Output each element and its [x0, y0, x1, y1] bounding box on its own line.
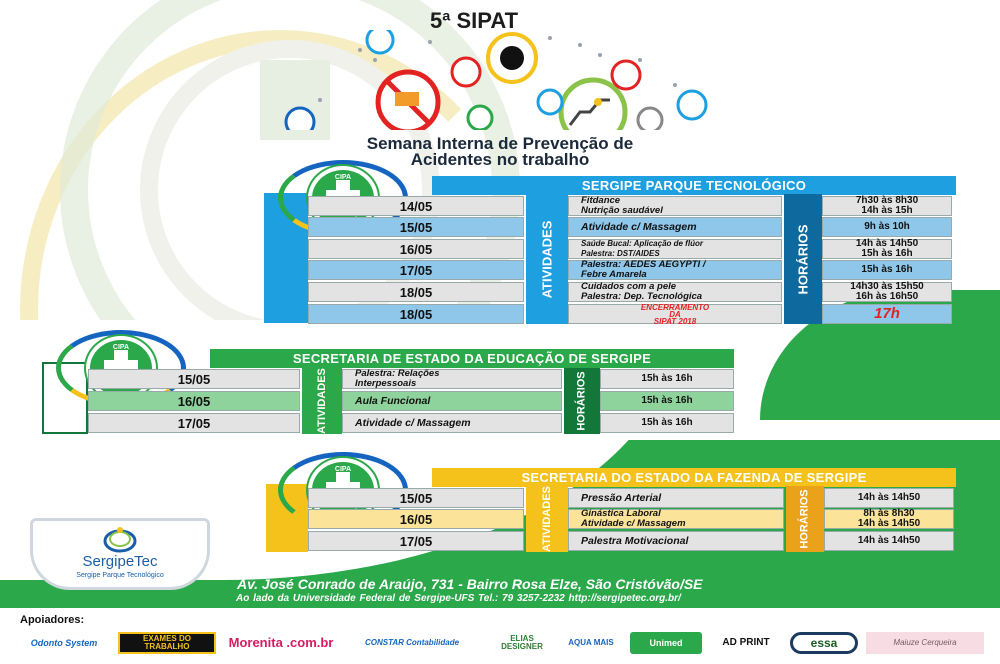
section1-row5-date: 18/05: [308, 282, 524, 302]
section1-row6-date: 18/05: [308, 304, 524, 324]
section2-row1-date: 15/05: [88, 369, 300, 389]
exit-sign-icon: [286, 108, 314, 130]
goggles-icon: [367, 30, 393, 53]
section3-activities-label: ATIVIDADES: [526, 486, 568, 552]
section2-row2-activity: Aula Funcional: [342, 391, 562, 411]
cipa-logo-top-text: CIPA: [334, 466, 352, 473]
section3-row2-date: 16/05: [308, 509, 524, 529]
section3-row3-activity: Palestra Motivacional: [568, 531, 784, 551]
section2-activities-label: ATIVIDADES: [302, 368, 342, 434]
section3-row1-hours: 14h às 14h50: [824, 488, 954, 508]
section3-row1-activity: Pressão Arterial: [568, 488, 784, 508]
section2-row2-hours: 15h às 16h: [600, 391, 734, 411]
section2-title: SECRETARIA DE ESTADO DA EDUCAÇÃO DE SERGIPE: [210, 349, 734, 368]
cipa-logo-top-text: CIPA: [334, 174, 352, 181]
sponsor-morenita-logo: Morenita .com.br: [228, 635, 334, 650]
sponsor-exames-trabalho-logo: EXAMES DO TRABALHO: [118, 632, 216, 654]
section3-hours-label: HORÁRIOS: [786, 486, 824, 552]
section1-row5-activity: Cuidados com a pele Palestra: Dep. Tecnológica: [568, 282, 782, 302]
section1-row3-activity: Saúde Bucal: Aplicação de flúor Palestra: DST/AIDES: [568, 239, 782, 259]
falling-person-icon: [561, 80, 625, 130]
section3-row1-date: 15/05: [308, 488, 524, 508]
sponsor-ad-print-logo: AD PRINT: [722, 637, 770, 648]
section1-row3-hours: 14h às 14h50 15h às 16h: [822, 239, 952, 259]
sponsor-odonto-system-logo: Odonto System: [30, 638, 98, 648]
sponsor-constar-logo: CONSTAR Contabilidade: [364, 638, 460, 647]
no-hands-icon: [378, 72, 438, 130]
sponsor-elias-designer-logo: ELIAS DESIGNER: [501, 634, 543, 651]
section2-row3-date: 17/05: [88, 413, 300, 433]
falling-object-icon: [638, 108, 662, 130]
section1-hours-label: HORÁRIOS: [784, 194, 822, 324]
section2-hours-label: HORÁRIOS: [564, 368, 600, 434]
sponsor-maiuze-cerqueira-logo: Maiuze Cerqueira: [866, 632, 984, 654]
section1-row1-activity: Fitdance Nutrição saudável: [568, 196, 782, 216]
sponsor-unimed-logo: Unimed: [630, 632, 702, 654]
wet-floor-icon: [678, 91, 706, 119]
organization-name: SergipeTec: [82, 553, 158, 570]
section1-row2-activity: Atividade c/ Massagem: [568, 217, 782, 237]
section2-row3-activity: Atividade c/ Massagem: [342, 413, 562, 433]
section3-row3-date: 17/05: [308, 531, 524, 551]
organization-tagline: Sergipe Parque Tecnológico: [76, 572, 164, 579]
section1-row4-hours: 15h às 16h: [822, 260, 952, 280]
section3-title: SECRETARIA DO ESTADO DA FAZENDA DE SERGIPE: [432, 468, 956, 487]
section2-row1-hours: 15h às 16h: [600, 369, 734, 389]
section2-row1-activity: Palestra: Relações Interpessoais: [342, 369, 562, 389]
sponsor-essa-logo: essa: [790, 632, 858, 654]
address-line-2: Ao lado da Universidade Federal de Sergipe-UFS Tel.: 79 3257-2232 http://sergipetec.org.br/: [236, 593, 681, 604]
sergipetec-logo-icon: [102, 525, 138, 553]
section1-title: SERGIPE PARQUE TECNOLÓGICO: [432, 176, 956, 195]
section1-row4-activity: Palestra: AEDES AEGYPTI / Febre Amarela: [568, 260, 782, 280]
header-edition: 5ª SIPAT: [430, 8, 519, 33]
sponsor-aqua-mais-logo: AQUA MAIS: [568, 638, 614, 647]
cipa-logo-top-text: CIPA: [112, 344, 130, 351]
recycle-icon: [468, 106, 492, 130]
section1-row6-activity: ENCERRAMENTO DA SIPAT 2018: [568, 304, 782, 324]
organization-label: Organização:: [74, 506, 144, 518]
address-line-1: Av. José Conrado de Araújo, 731 - Bairro Rosa Elze, São Cristóvão/SE: [237, 576, 703, 592]
section1-row2-date: 15/05: [308, 217, 524, 237]
section1-row2-hours: 9h às 10h: [822, 217, 952, 237]
gloves-icon: [612, 61, 640, 89]
section1-row1-hours: 7h30 às 8h30 14h às 15h: [822, 196, 952, 216]
subtitle-line-1: Semana Interna de Prevenção de: [366, 134, 634, 153]
sponsors-label: Apoiadores:: [20, 614, 85, 626]
ear-protection-icon: [538, 90, 562, 114]
section3-row2-hours: 8h às 8h30 14h às 14h50: [824, 509, 954, 529]
section1-row1-date: 14/05: [308, 196, 524, 216]
section3-row3-hours: 14h às 14h50: [824, 531, 954, 551]
section2-row3-hours: 15h às 16h: [600, 413, 734, 433]
section1-row4-date: 17/05: [308, 260, 524, 280]
safety-icons-illustration: [280, 30, 720, 130]
section1-row3-date: 16/05: [308, 239, 524, 259]
fire-hazard-icon: [452, 58, 480, 86]
head-silhouette-icon: [488, 34, 536, 82]
subtitle-line-2: Acidentes no trabalho: [410, 150, 590, 169]
section2-row2-date: 16/05: [88, 391, 300, 411]
section1-row6-hours: 17h: [822, 304, 952, 324]
section3-row2-activity: Ginástica Laboral Atividade c/ Massagem: [568, 509, 784, 529]
section1-row5-hours: 14h30 às 15h50 16h às 16h50: [822, 282, 952, 302]
section1-activities-label: ATIVIDADES: [526, 194, 568, 324]
